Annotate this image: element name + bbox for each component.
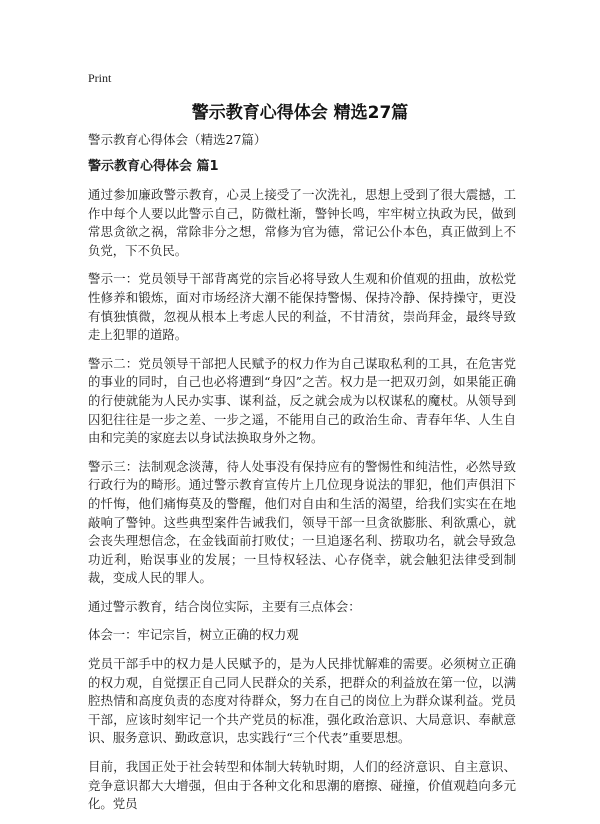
paragraph-summary-intro: 通过警示教育，结合岗位实际，主要有三点体会：: [88, 598, 361, 614]
paragraph-insight-1-heading: 体会一：牢记宗旨，树立正确的权力观: [88, 627, 299, 643]
document-subtitle: 警示教育心得体会（精选27篇）: [88, 132, 267, 147]
paragraph-warning-1: 警示一：党员领导干部背离党的宗旨必将导致人生观和价值观的扭曲，放松党性修养和锻炼，面对市场经济大潮不能保持警惕、保持冷静、保持操守，更没有慎独慎微，忽视从根本上考虑人民的利益，不甘清贫，崇尚拜金，最终导致走上犯罪的道路。: [88, 271, 516, 343]
print-link[interactable]: Print: [88, 71, 112, 85]
paragraph-current-situation: 目前，我国正处于社会转型和体制大转轨时期，人们的经济意识、自主意识、竞争意识都大大增强，但由于各种文化和思潮的磨擦、碰撞，价值观趋向多元化。党员: [88, 759, 516, 812]
paragraph-warning-3: 警示三：法制观念淡薄，待人处事没有保持应有的警惕性和纯洁性，必然导致行政行为的畸形。通过警示教育宣传片上几位现身说法的罪犯，他们声俱泪下的忏悔，他们痛悔莫及的警醒，他们对自由和生活的渴望，给我们实实在在地敲响了警钟。这些典型案件告诫我们，领导干部一旦贪欲膨胀、利欲熏心，就会丧失理想信念，在金钱面前打败仗；一旦追逐名利、捞取功名，就会导致急功近利，贻误事业的发展；一旦恃权轻法、心存侥幸，就会触犯法律受到制裁，变成人民的罪人。: [88, 458, 516, 586]
page-title: 警示教育心得体会 精选27篇: [191, 103, 409, 123]
document-body: [88, 131, 516, 824]
paragraph-intro: 通过参加廉政警示教育，心灵上接受了一次洗礼，思想上受到了很大震撼，工作中每个人要以此警示自己，防微杜渐，警钟长鸣，牢牢树立执政为民，做到常思贪欲之祸，常除非分之想，常修为官为德，常记公仆本色，真正做到上不负党，下不负民。: [88, 187, 516, 258]
section-title: 警示教育心得体会 篇1: [88, 159, 219, 174]
paragraph-warning-2: 警示二：党员领导干部把人民赋予的权力作为自己谋取私利的工具，在危害党的事业的同时，自己也必将遭到“身囚”之苦。权力是一把双刃剑，如果能正确的行使就能为人民办实事、谋利益，反之就会成为以权谋私的魔杖。从领导到囚犯往往是一步之差、一步之遥，不能用自己的政治生命、青春年华、人生自由和完美的家庭去以身试法换取身外之物。: [88, 355, 516, 446]
paragraph-insight-1-body: 党员干部手中的权力是人民赋予的，是为人民排忧解难的需要。必须树立正确的权力观，自觉摆正自己同人民群众的关系，把群众的利益放在第一位，以满腔热情和高度负责的态度对待群众，努力在自己的岗位上为群众谋利益。党员干部，应该时刻牢记一个共产党员的标准，强化政治意识、大局意识、奉献意识、服务意识、勤政意识，忠实践行“三个代表”重要思想。: [88, 656, 516, 746]
